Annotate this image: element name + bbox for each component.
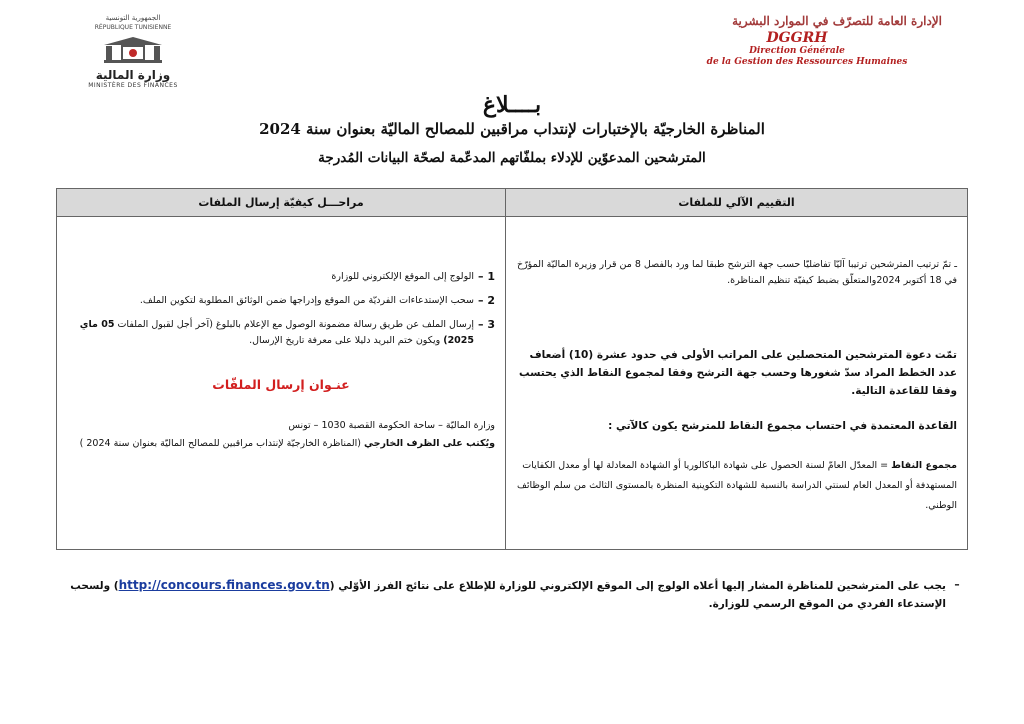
evaluation-column bbox=[505, 189, 967, 549]
step-number: 2 – bbox=[478, 294, 496, 307]
note-dash: – bbox=[954, 579, 960, 591]
concours-website-link[interactable]: http://concours.finances.gov.tn bbox=[118, 578, 330, 592]
step-number: 3 – bbox=[478, 318, 496, 331]
ministry-logo bbox=[68, 14, 198, 89]
steps-column-header: مراحـــل كيفيّة إرسال الملفات bbox=[57, 189, 505, 217]
step-text-tail: ويكون ختم البريد دليلا على معرفة تاريخ الإرسال. bbox=[249, 335, 444, 346]
evaluation-paragraph-1: ـ تمّ ترتيب المترشحين ترتيبا آليّا تفاضليّا حسب جهة الترشح طبقا لما ورد بالفصل 8 من قرار وزيرة الماليّة المؤرّخ في 18 أكتوبر 2024والمتعلّق بضبط كيفيّة تنظيم المناظرة. bbox=[516, 259, 957, 286]
score-label: مجموع النقاط bbox=[891, 460, 957, 471]
evaluation-paragraph-3: القاعدة المعتمدة في احتساب مجموع النقاط للمترشح يكون كالآتي : bbox=[608, 420, 957, 432]
dggrh-fr-line1: Direction Générale bbox=[749, 46, 845, 56]
list-item bbox=[67, 269, 495, 285]
deadline-date: 05 ماي 2025) bbox=[79, 319, 475, 346]
dggrh-header bbox=[652, 14, 942, 68]
evaluation-column-header: التقييم الآلي للملفات bbox=[506, 189, 967, 217]
step-number: 1 – bbox=[478, 270, 496, 283]
list-item bbox=[67, 317, 495, 349]
envelope-text: (المناظرة الخارجيّة لإنتداب مراقبين للمصالح الماليّة بعنوان سنة 2024 ) bbox=[79, 438, 364, 449]
evaluation-column-body bbox=[506, 217, 967, 549]
page-subtitle: المناظرة الخارجيّة بالإختبارات لإنتداب مراقبين للمصالح الماليّة بعنوان سنة 2024 bbox=[259, 120, 765, 138]
step-text: الولوج إلى الموقع الإلكتروني للوزارة bbox=[331, 271, 475, 282]
step-text-main: إرسال الملف عن طريق رسالة مضمونة الوصول مع الإعلام بالبلوغ (آخر أجل لقبول الملفات bbox=[117, 319, 475, 330]
page-subtitle-2: المترشحين المدعوّين للإدلاء بملفّاتهم المدعّمة لصحّة البيانات المُدرجة bbox=[318, 150, 706, 166]
logo-ministry-fr: MINISTÈRE DES FINANCES bbox=[88, 82, 178, 89]
steps-column-body bbox=[57, 217, 505, 549]
evaluation-paragraph-2: تمّت دعوة المترشحين المتحصلين على المراتب الأولى في حدود عشرة (10) أضعاف عدد الخطط المراد سدّ شغورها وحسب جهة الترشح وفقا لمجموع النقاط الذي يحتسب وفقا للقاعدة التالية. bbox=[519, 349, 957, 397]
address-block bbox=[67, 417, 495, 453]
evaluation-paragraph-4 bbox=[516, 456, 957, 516]
note-text-after: ) ولسحب الإستدعاء الفردي من الموقع الرسمي للوزارة. bbox=[70, 580, 946, 610]
logo-ministry-ar: وزارة المالية bbox=[95, 68, 171, 82]
address-line-2 bbox=[67, 435, 495, 453]
steps-column bbox=[57, 189, 505, 549]
dggrh-acronym: DGGRH bbox=[766, 30, 828, 46]
step-text bbox=[67, 317, 474, 349]
info-table bbox=[56, 188, 968, 550]
address-line-1: وزارة الماليّة – ساحة الحكومة القصبة 1030 – تونس bbox=[288, 420, 496, 431]
logo-top-text-fr: RÉPUBLIQUE TUNISIENNE bbox=[94, 24, 172, 31]
envelope-label: ويُكتب على الظرف الخارجي bbox=[363, 438, 496, 449]
list-item bbox=[67, 293, 495, 309]
footer-note bbox=[56, 576, 968, 613]
logo-top-text-ar: الجمهورية التونسية bbox=[105, 14, 161, 22]
steps-list bbox=[67, 269, 495, 349]
page-title: بــــلاغ bbox=[482, 92, 542, 118]
score-formula: = المعدّل العامّ لسنة الحصول على شهادة الباكالوريا أو الشهادة المعادلة لها أو معدل الكفايات المستهدفة أو المعدل العام لسنتي الدراسة بالنسبة للشهادة التكوينية المنظرة بالمستوى الثالث من سلم الوظائف الوطني. bbox=[517, 460, 957, 511]
document-titles bbox=[0, 92, 1024, 172]
dggrh-fr-line2: de la Gestion des Ressources Humaines bbox=[706, 57, 908, 67]
ministry-emblem-icon bbox=[98, 34, 168, 64]
step-text: سحب الإستدعاءات الفرديّة من الموقع وإدراجها ضمن الوثائق المطلوبة لتكوين الملف. bbox=[139, 295, 475, 306]
dggrh-arabic-name: الإدارة العامة للتصرّف في الموارد البشرية bbox=[732, 14, 942, 28]
note-text-before: يجب على المترشحين للمناظرة المشار إليها أعلاه الولوج إلى الموقع الإلكتروني للوزارة للإطلاع على نتائج الفرز الأوّلي ( bbox=[329, 580, 946, 592]
address-title: عنـوان إرسال الملفّات bbox=[212, 377, 350, 392]
note-text bbox=[56, 576, 946, 613]
